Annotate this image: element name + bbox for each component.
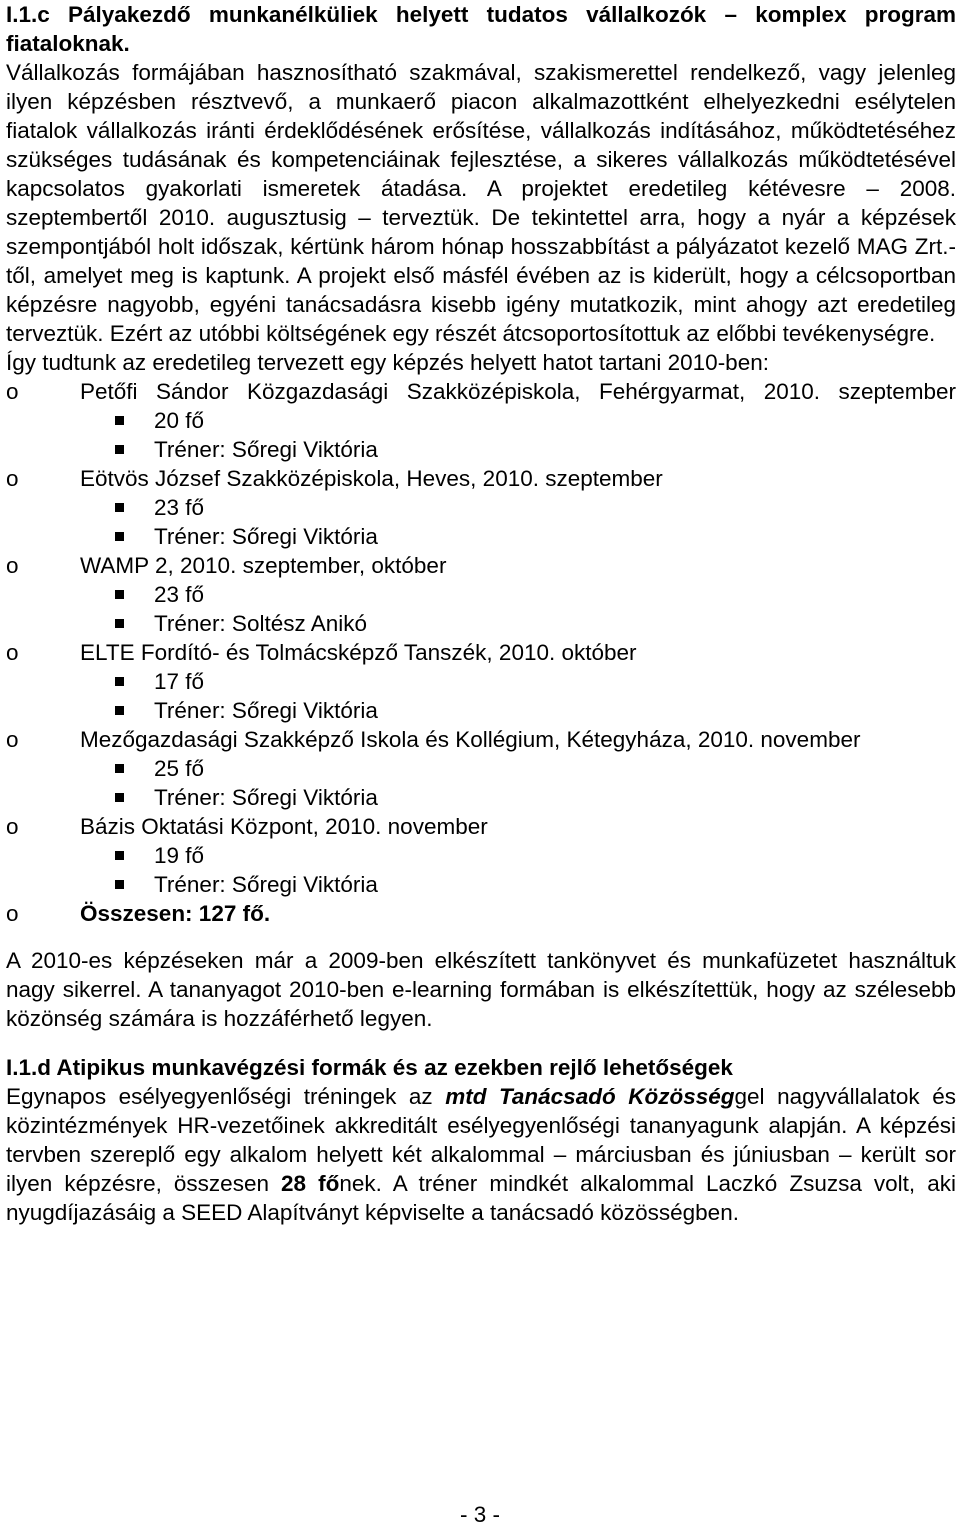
- square-bullet-icon: [115, 793, 124, 802]
- list-bullet: o: [6, 727, 19, 752]
- training-item: [6, 812, 956, 899]
- training-trainer: Tréner: Sőregi Viktória: [154, 785, 378, 810]
- section-d-text-a: Egynapos esélyegyenlőségi tréningek az: [6, 1084, 446, 1109]
- training-item: [6, 638, 956, 725]
- training-trainer: Tréner: Soltész Anikó: [154, 611, 368, 636]
- training-item: [6, 464, 956, 551]
- list-bullet: o: [6, 553, 19, 578]
- training-total-text: Összesen: 127 fő.: [80, 901, 271, 926]
- square-bullet-icon: [115, 503, 124, 512]
- training-total: [6, 899, 956, 928]
- training-item: [6, 377, 956, 464]
- section-c-paragraph-1: Vállalkozás formájában hasznosítható szakmával, szakismerettel rendelkező, vagy jelenleg ilyen képzésben résztvevő, a munkaerő piacon alkalmazottként elhelyezkedni esélytelen fiatalok vállalkozás iránti érdeklődésének erősítése, vállalkozás indításához, működtetéséhez szükséges tudásának és kompetenciáinak fejlesztése, a sikeres vállalkozás működtetésével kapcsolatos gyakorlati ismeretek átadása. A projektet eredetileg kétévesre – 2008. szeptembertől 2010. augusztusig – terveztük. De tekintettel arra, hogy a nyár a képzések szempontjából holt időszak, kértünk három hónap hosszabbítást a pályázatot kezelő MAG Zrt.-től, amelyet meg is kaptunk. A projekt első másfél évében az is kiderült, hogy a célcsoportban képzésre nagyobb, egyéni tanácsadásra kisebb igény mutatkozik, mint ahogy azt eredetileg terveztük. Ezért az utóbbi költségének egy részét átcsoportosítottuk az előbbi tevékenységre.: [6, 60, 956, 346]
- section-c-paragraph-3: A 2010-es képzéseken már a 2009-ben elkészített tankönyvet és munkafüzetet használtuk nagy sikerrel. A tananyagot 2010-ben e-learning formában is elkészítettük, hogy az szélesebb közönség számára is hozzáférhető legyen.: [6, 948, 956, 1031]
- training-location: Bázis Oktatási Központ, 2010. november: [80, 814, 488, 839]
- training-trainer: Tréner: Sőregi Viktória: [154, 698, 378, 723]
- square-bullet-icon: [115, 619, 124, 628]
- training-location: Petőfi Sándor Közgazdasági Szakközépiskola, Fehérgyarmat, 2010. szeptember: [80, 379, 956, 404]
- organization-name: mtd Tanácsadó Közösség: [445, 1084, 735, 1109]
- training-location: Eötvös József Szakközépiskola, Heves, 2010. szeptember: [80, 466, 663, 491]
- training-participants: 23 fő: [154, 582, 205, 607]
- list-bullet: o: [6, 466, 19, 491]
- training-trainer: Tréner: Sőregi Viktória: [154, 437, 378, 462]
- training-participants: 23 fő: [154, 495, 205, 520]
- square-bullet-icon: [115, 416, 124, 425]
- section-d-paragraph: [6, 1082, 956, 1227]
- list-bullet: o: [6, 640, 19, 665]
- list-bullet: o: [6, 901, 19, 926]
- training-location: Mezőgazdasági Szakképző Iskola és Kollégium, Kétegyháza, 2010. november: [80, 727, 861, 752]
- square-bullet-icon: [115, 532, 124, 541]
- list-bullet: o: [6, 814, 19, 839]
- section-c-heading: I.1.c Pályakezdő munkanélküliek helyett tudatos vállalkozók – komplex program fiataloknak.: [6, 2, 956, 56]
- square-bullet-icon: [115, 590, 124, 599]
- training-participants: 25 fő: [154, 756, 205, 781]
- section-d-text-c: nek. A tréner mindkét alkalommal Laczkó Zsuzsa volt, aki nyugdíjazásáig a SEED Alapítványt képviselte a tanácsadó közösségben.: [6, 1171, 957, 1225]
- training-item: [6, 551, 956, 638]
- section-d-heading: I.1.d Atipikus munkavégzési formák és az ezekben rejlő lehetőségek: [6, 1055, 733, 1080]
- square-bullet-icon: [115, 880, 124, 889]
- square-bullet-icon: [115, 445, 124, 454]
- training-trainer: Tréner: Sőregi Viktória: [154, 524, 378, 549]
- participant-count: 28 fő: [281, 1171, 340, 1196]
- square-bullet-icon: [115, 851, 124, 860]
- training-trainer: Tréner: Sőregi Viktória: [154, 872, 378, 897]
- training-participants: 19 fő: [154, 843, 205, 868]
- training-participants: 20 fő: [154, 408, 205, 433]
- square-bullet-icon: [115, 706, 124, 715]
- training-item: [6, 725, 956, 812]
- section-c-paragraph-2: Így tudtunk az eredetileg tervezett egy képzés helyett hatot tartani 2010-ben:: [6, 350, 769, 375]
- training-location: ELTE Fordító- és Tolmácsképző Tanszék, 2010. október: [80, 640, 637, 665]
- training-participants: 17 fő: [154, 669, 205, 694]
- section-d-text-b: gel nagyvállalatok és közintézmények HR-vezetőinek akkreditált esélyegyenlőségi tananyagunk alapján. A képzési tervben szereplő egy alkalom helyett két alkalommal – márciusban és júniusban – került sor ilyen képzésre, összesen: [6, 1084, 956, 1196]
- list-bullet: o: [6, 379, 19, 404]
- page-number: - 3 -: [459, 1502, 500, 1527]
- training-location: WAMP 2, 2010. szeptember, október: [80, 553, 447, 578]
- square-bullet-icon: [115, 677, 124, 686]
- training-list: [6, 377, 956, 928]
- square-bullet-icon: [115, 764, 124, 773]
- document-page: [6, 0, 956, 1227]
